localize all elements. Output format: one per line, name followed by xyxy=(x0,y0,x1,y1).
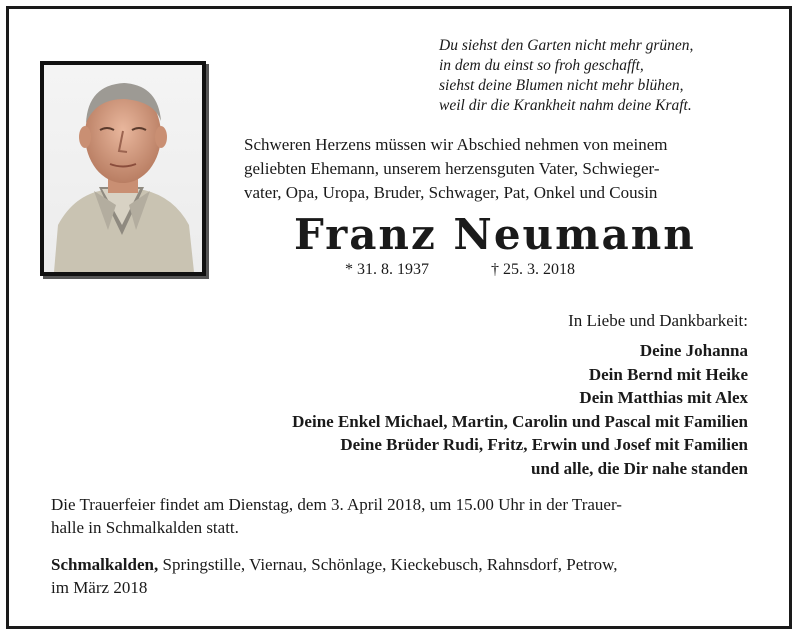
death-date: † 25. 3. 2018 xyxy=(491,261,575,278)
poem-line: Du siehst den Garten nicht mehr grünen, xyxy=(439,37,694,54)
portrait-photo xyxy=(44,65,202,272)
intro-text xyxy=(244,133,764,205)
family-member: und alle, die Dir nahe standen xyxy=(531,458,748,478)
poem xyxy=(439,36,769,116)
thanks-line: In Liebe und Dankbarkeit: xyxy=(568,311,748,330)
family-member: Deine Johanna xyxy=(639,341,748,360)
family-member: Deine Brüder Rudi, Fritz, Erwin und Josef mit Familien xyxy=(340,435,748,454)
place-villages: Springstille, Viernau, Schönlage, Kieckebusch, Rahnsdorf, Petrow, xyxy=(158,555,618,574)
funeral-info xyxy=(51,493,751,539)
family-list xyxy=(292,339,748,480)
poem-line: siehst deine Blumen nicht mehr blühen, xyxy=(439,77,684,94)
funeral-line: halle in Schmalkalden statt. xyxy=(51,518,239,537)
family-member: Dein Matthias mit Alex xyxy=(579,388,748,407)
place-date: im März 2018 xyxy=(51,578,148,597)
family-member: Dein Bernd mit Heike xyxy=(588,364,748,384)
funeral-line: Die Trauerfeier findet am Dienstag, dem 3. April 2018, um 15.00 Uhr in der Trauer- xyxy=(51,495,622,514)
life-dates xyxy=(345,261,575,279)
birth-date: * 31. 8. 1937 xyxy=(345,261,429,278)
poem-line: weil dir die Krankheit nahm deine Kraft. xyxy=(439,97,692,114)
place-and-date xyxy=(51,553,751,599)
poem-line: in dem du einst so froh geschafft, xyxy=(439,57,644,74)
deceased-name: Franz Neumann xyxy=(294,210,696,259)
intro-line: vater, Opa, Uropa, Bruder, Schwager, Pat, Onkel und Cousin xyxy=(244,183,658,202)
place-name: Schmalkalden, xyxy=(51,555,159,574)
portrait-frame xyxy=(40,61,206,276)
family-member: Deine Enkel Michael, Martin, Carolin und Pascal mit Familien xyxy=(292,411,748,431)
intro-line: Schweren Herzens müssen wir Abschied nehmen von meinem xyxy=(244,135,668,154)
intro-line: geliebten Ehemann, unserem herzensguten Vater, Schwieger- xyxy=(244,159,660,178)
portrait-image xyxy=(44,65,202,272)
